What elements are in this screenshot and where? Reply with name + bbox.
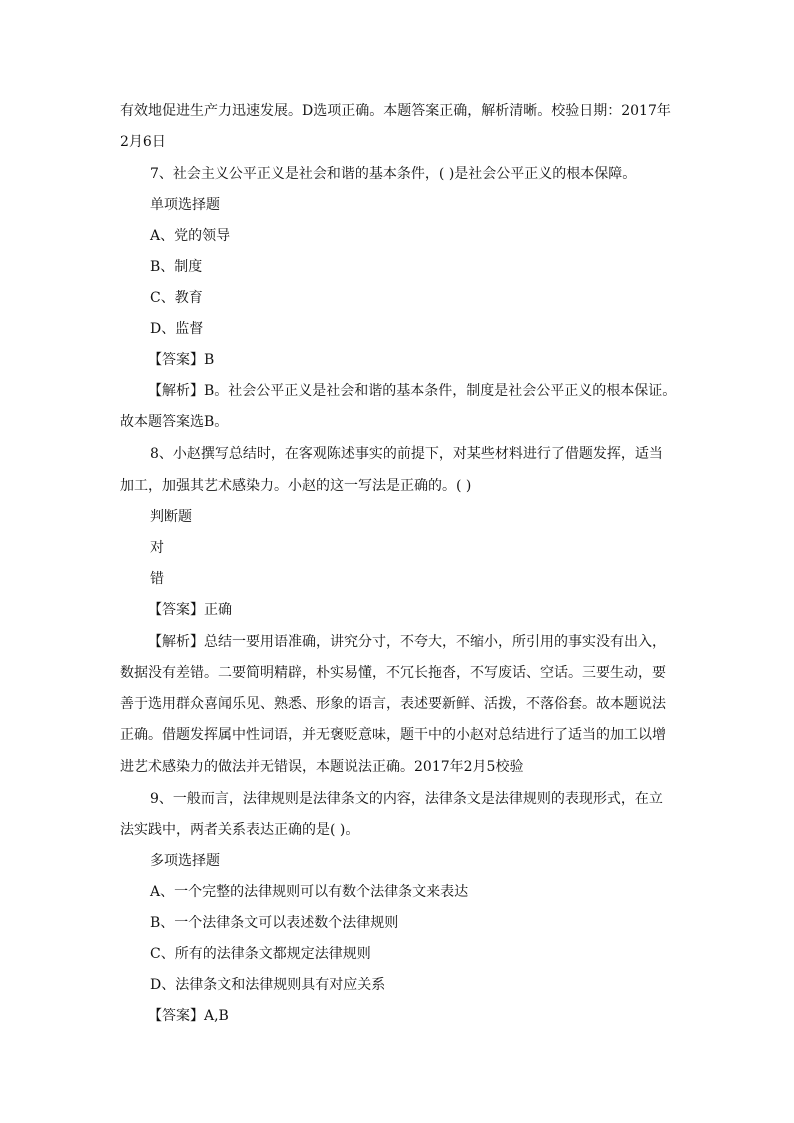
question-9-answer: 【答案】A,B (148, 1008, 229, 1024)
question-7-stem: 7、社会主义公平正义是社会和谐的基本条件，( )是社会公平正义的根本保障。 (150, 166, 637, 182)
question-9-option-c: C、所有的法律条文都规定法律规则 (150, 946, 371, 962)
question-7-option-c: C、教育 (150, 290, 203, 306)
question-8-explanation: 正确。借题发挥属中性词语，并无褒贬意味，题干中的小赵对总结进行了适当的加工以增 (120, 727, 666, 743)
question-7-explanation: 【解析】B。社会公平正义是社会和谐的基本条件，制度是社会公平正义的根本保证。 (148, 383, 677, 399)
question-8-stem: 加工，加强其艺术感染力。小赵的这一写法是正确的。( ) (120, 478, 472, 494)
question-9-option-d: D、法律条文和法律规则具有对应关系 (150, 977, 386, 993)
question-9-option-a: A、一个完整的法律规则可以有数个法律条文来表达 (150, 884, 469, 900)
question-8-explanation: 数据没有差错。二要简明精辟，朴实易懂，不冗长拖沓，不写废话、空话。三要生动，要 (120, 665, 666, 681)
question-9-type: 多项选择题 (150, 853, 220, 869)
question-7-type: 单项选择题 (150, 197, 220, 213)
question-8-option-false: 错 (150, 571, 164, 587)
question-7-option-b: B、制度 (150, 259, 203, 275)
question-7-option-a: A、党的领导 (150, 228, 231, 244)
question-9-stem: 9、一般而言，法律规则是法律条文的内容，法律条文是法律规则的表现形式，在立 (150, 791, 663, 807)
question-8-answer: 【答案】正确 (148, 602, 232, 618)
question-8-type: 判断题 (150, 509, 192, 525)
question-9-option-b: B、一个法律条文可以表述数个法律规则 (150, 915, 399, 931)
question-7-option-d: D、监督 (150, 321, 204, 337)
question-7-explanation: 故本题答案选B。 (120, 414, 229, 430)
question-8-explanation: 善于选用群众喜闻乐见、熟悉、形象的语言，表述要新鲜、活拨，不落俗套。故本题说法 (120, 696, 666, 712)
question-9-stem: 法实践中，两者关系表达正确的是( )。 (120, 822, 360, 838)
text-line: 有效地促进生产力迅速发展。D选项正确。本题答案正确，解析清晰。校验日期：2017年 (120, 103, 671, 119)
text-line: 2月6日 (120, 134, 166, 150)
question-8-explanation: 【解析】总结一要用语准确，讲究分寸，不夸大，不缩小，所引用的事实没有出入， (148, 634, 666, 650)
question-8-option-true: 对 (150, 540, 164, 556)
question-8-stem: 8、小赵撰写总结时，在客观陈述事实的前提下，对某些材料进行了借题发挥，适当 (150, 446, 663, 462)
question-8-explanation: 进艺术感染力的做法并无错误，本题说法正确。2017年2月5校验 (120, 759, 524, 775)
question-7-answer: 【答案】B (148, 352, 215, 368)
